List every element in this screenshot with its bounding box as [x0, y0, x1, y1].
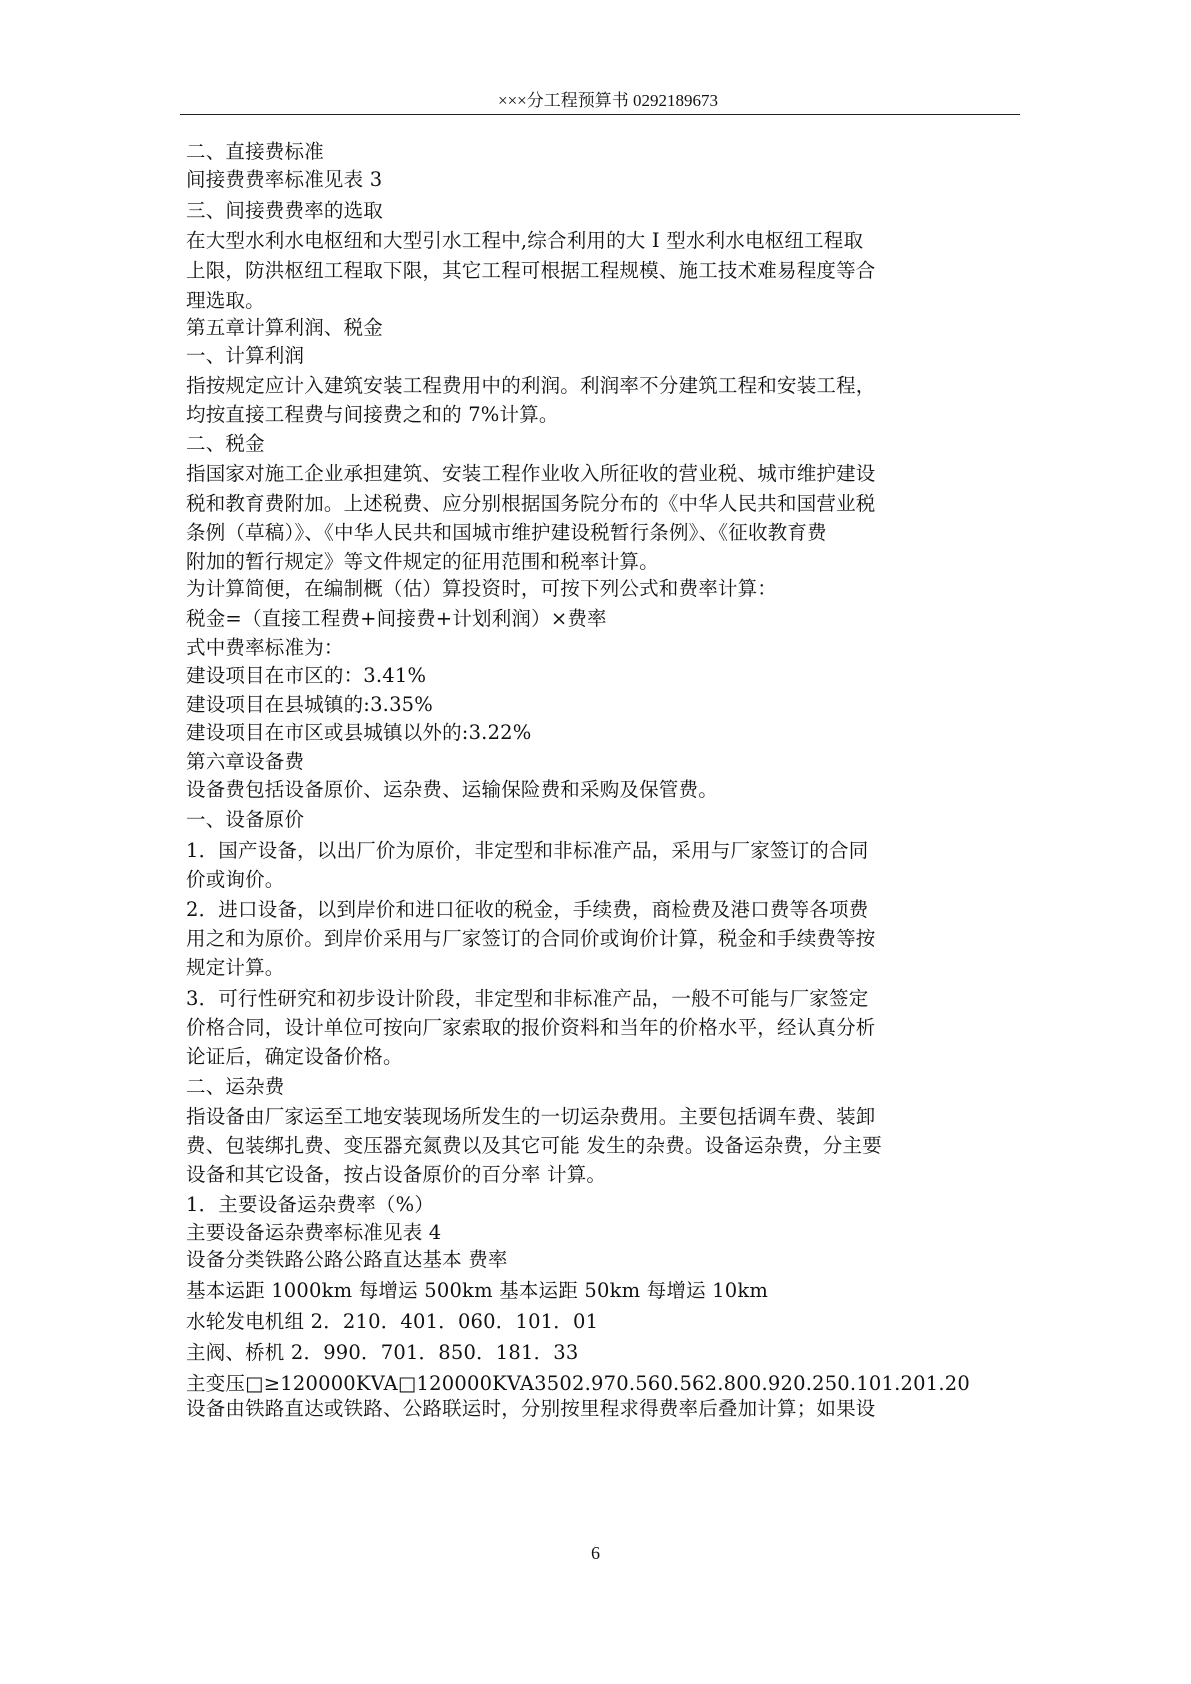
text-line: 上限，防洪枢纽工程取下限，其它工程可根据工程规模、施工技术难易程度等合: [186, 259, 876, 282]
text-line: 二、运杂费: [186, 1075, 285, 1098]
text-line: 理选取。: [186, 289, 265, 312]
text-line: 主变压□≥120000KVA□120000KVA3502.970.560.562.800.920.250.101.201.20: [186, 1372, 970, 1395]
text-line: 建设项目在市区或县城镇以外的:3.22%: [186, 721, 532, 744]
text-line: 为计算简便，在编制概（估）算投资时，可按下列公式和费率计算：: [186, 577, 778, 600]
header-text: ×××分工程预算书 0292189673: [498, 91, 719, 110]
text-line: 价或询价。: [186, 868, 285, 891]
text-line: 二、直接费标准: [186, 140, 324, 163]
text-line: 三、间接费费率的选取: [186, 199, 384, 222]
page-number: 6: [591, 1543, 600, 1563]
text-line: 一、设备原价: [186, 808, 305, 831]
text-line: 2．进口设备，以到岸价和进口征收的税金，手续费，商检费及港口费等各项费: [186, 898, 869, 921]
text-line: 式中费率标准为：: [186, 636, 344, 659]
text-line: 1．主要设备运杂费率（%）: [186, 1193, 435, 1216]
text-line: 主要设备运杂费率标准见表 4: [186, 1221, 442, 1244]
text-line: 建设项目在县城镇的:3.35%: [186, 693, 434, 716]
text-line: 税金=（直接工程费+间接费+计划利润）×费率: [186, 607, 607, 630]
text-line: 第六章设备费: [186, 750, 305, 773]
text-line: 附加的暂行规定》等文件规定的征用范围和税率计算。: [186, 550, 659, 573]
text-line: 二、税金: [186, 432, 265, 455]
text-line: 规定计算。: [186, 956, 285, 979]
text-line: 指按规定应计入建筑安装工程费用中的利润。利润率不分建筑工程和安装工程，: [186, 374, 876, 397]
text-line: 1．国产设备，以出厂价为原价，非定型和非标准产品，采用与厂家签订的合同: [186, 839, 869, 862]
text-line: 设备分类铁路公路公路直达基本 费率: [186, 1248, 508, 1271]
text-line: 设备费包括设备原价、运杂费、运输保险费和采购及保管费。: [186, 778, 718, 801]
text-line: 用之和为原价。到岸价采用与厂家签订的合同价或询价计算，税金和手续费等按: [186, 927, 876, 950]
text-line: 水轮发电机组 2．210．401．060．101．01: [186, 1310, 599, 1333]
text-line: 一、计算利润: [186, 344, 305, 367]
text-line: 设备和其它设备，按占设备原价的百分率 计算。: [186, 1163, 607, 1186]
text-line: 主阀、桥机 2．990．701．850．181．33: [186, 1341, 579, 1364]
text-line: 基本运距 1000km 每增运 500km 基本运距 50km 每增运 10km: [186, 1279, 769, 1302]
text-line: 第五章计算利润、税金: [186, 316, 384, 339]
text-line: 论证后，确定设备价格。: [186, 1045, 403, 1068]
text-line: 建设项目在市区的：3.41%: [186, 664, 427, 687]
text-line: 间接费费率标准见表 3: [186, 168, 383, 191]
text-line: 条例（草稿）》、《中华人民共和国城市维护建设税暂行条例》、《征收教育费: [186, 521, 827, 544]
text-line: 设备由铁路直达或铁路、公路联运时，分别按里程求得费率后叠加计算；如果设: [186, 1397, 876, 1420]
text-line: 价格合同，设计单位可按向厂家索取的报价资料和当年的价格水平，经认真分析: [186, 1016, 876, 1039]
text-line: 均按直接工程费与间接费之和的 7%计算。: [186, 403, 559, 426]
text-line: 费、包装绑扎费、变压器充氮费以及其它可能 发生的杂费。设备运杂费，分主要: [186, 1134, 882, 1157]
text-line: 3．可行性研究和初步设计阶段，非定型和非标准产品，一般不可能与厂家签定: [186, 987, 869, 1010]
page-header: [180, 86, 1020, 115]
text-line: 指国家对施工企业承担建筑、安装工程作业收入所征收的营业税、城市维护建设: [186, 462, 876, 485]
text-line: 税和教育费附加。上述税费、应分别根据国务院分布的《中华人民共和国营业税: [186, 492, 876, 515]
text-line: 指设备由厂家运至工地安装现场所发生的一切运杂费用。主要包括调车费、装卸: [186, 1105, 876, 1128]
text-line: 在大型水利水电枢纽和大型引水工程中,综合利用的大 I 型水利水电枢纽工程取: [186, 229, 864, 252]
